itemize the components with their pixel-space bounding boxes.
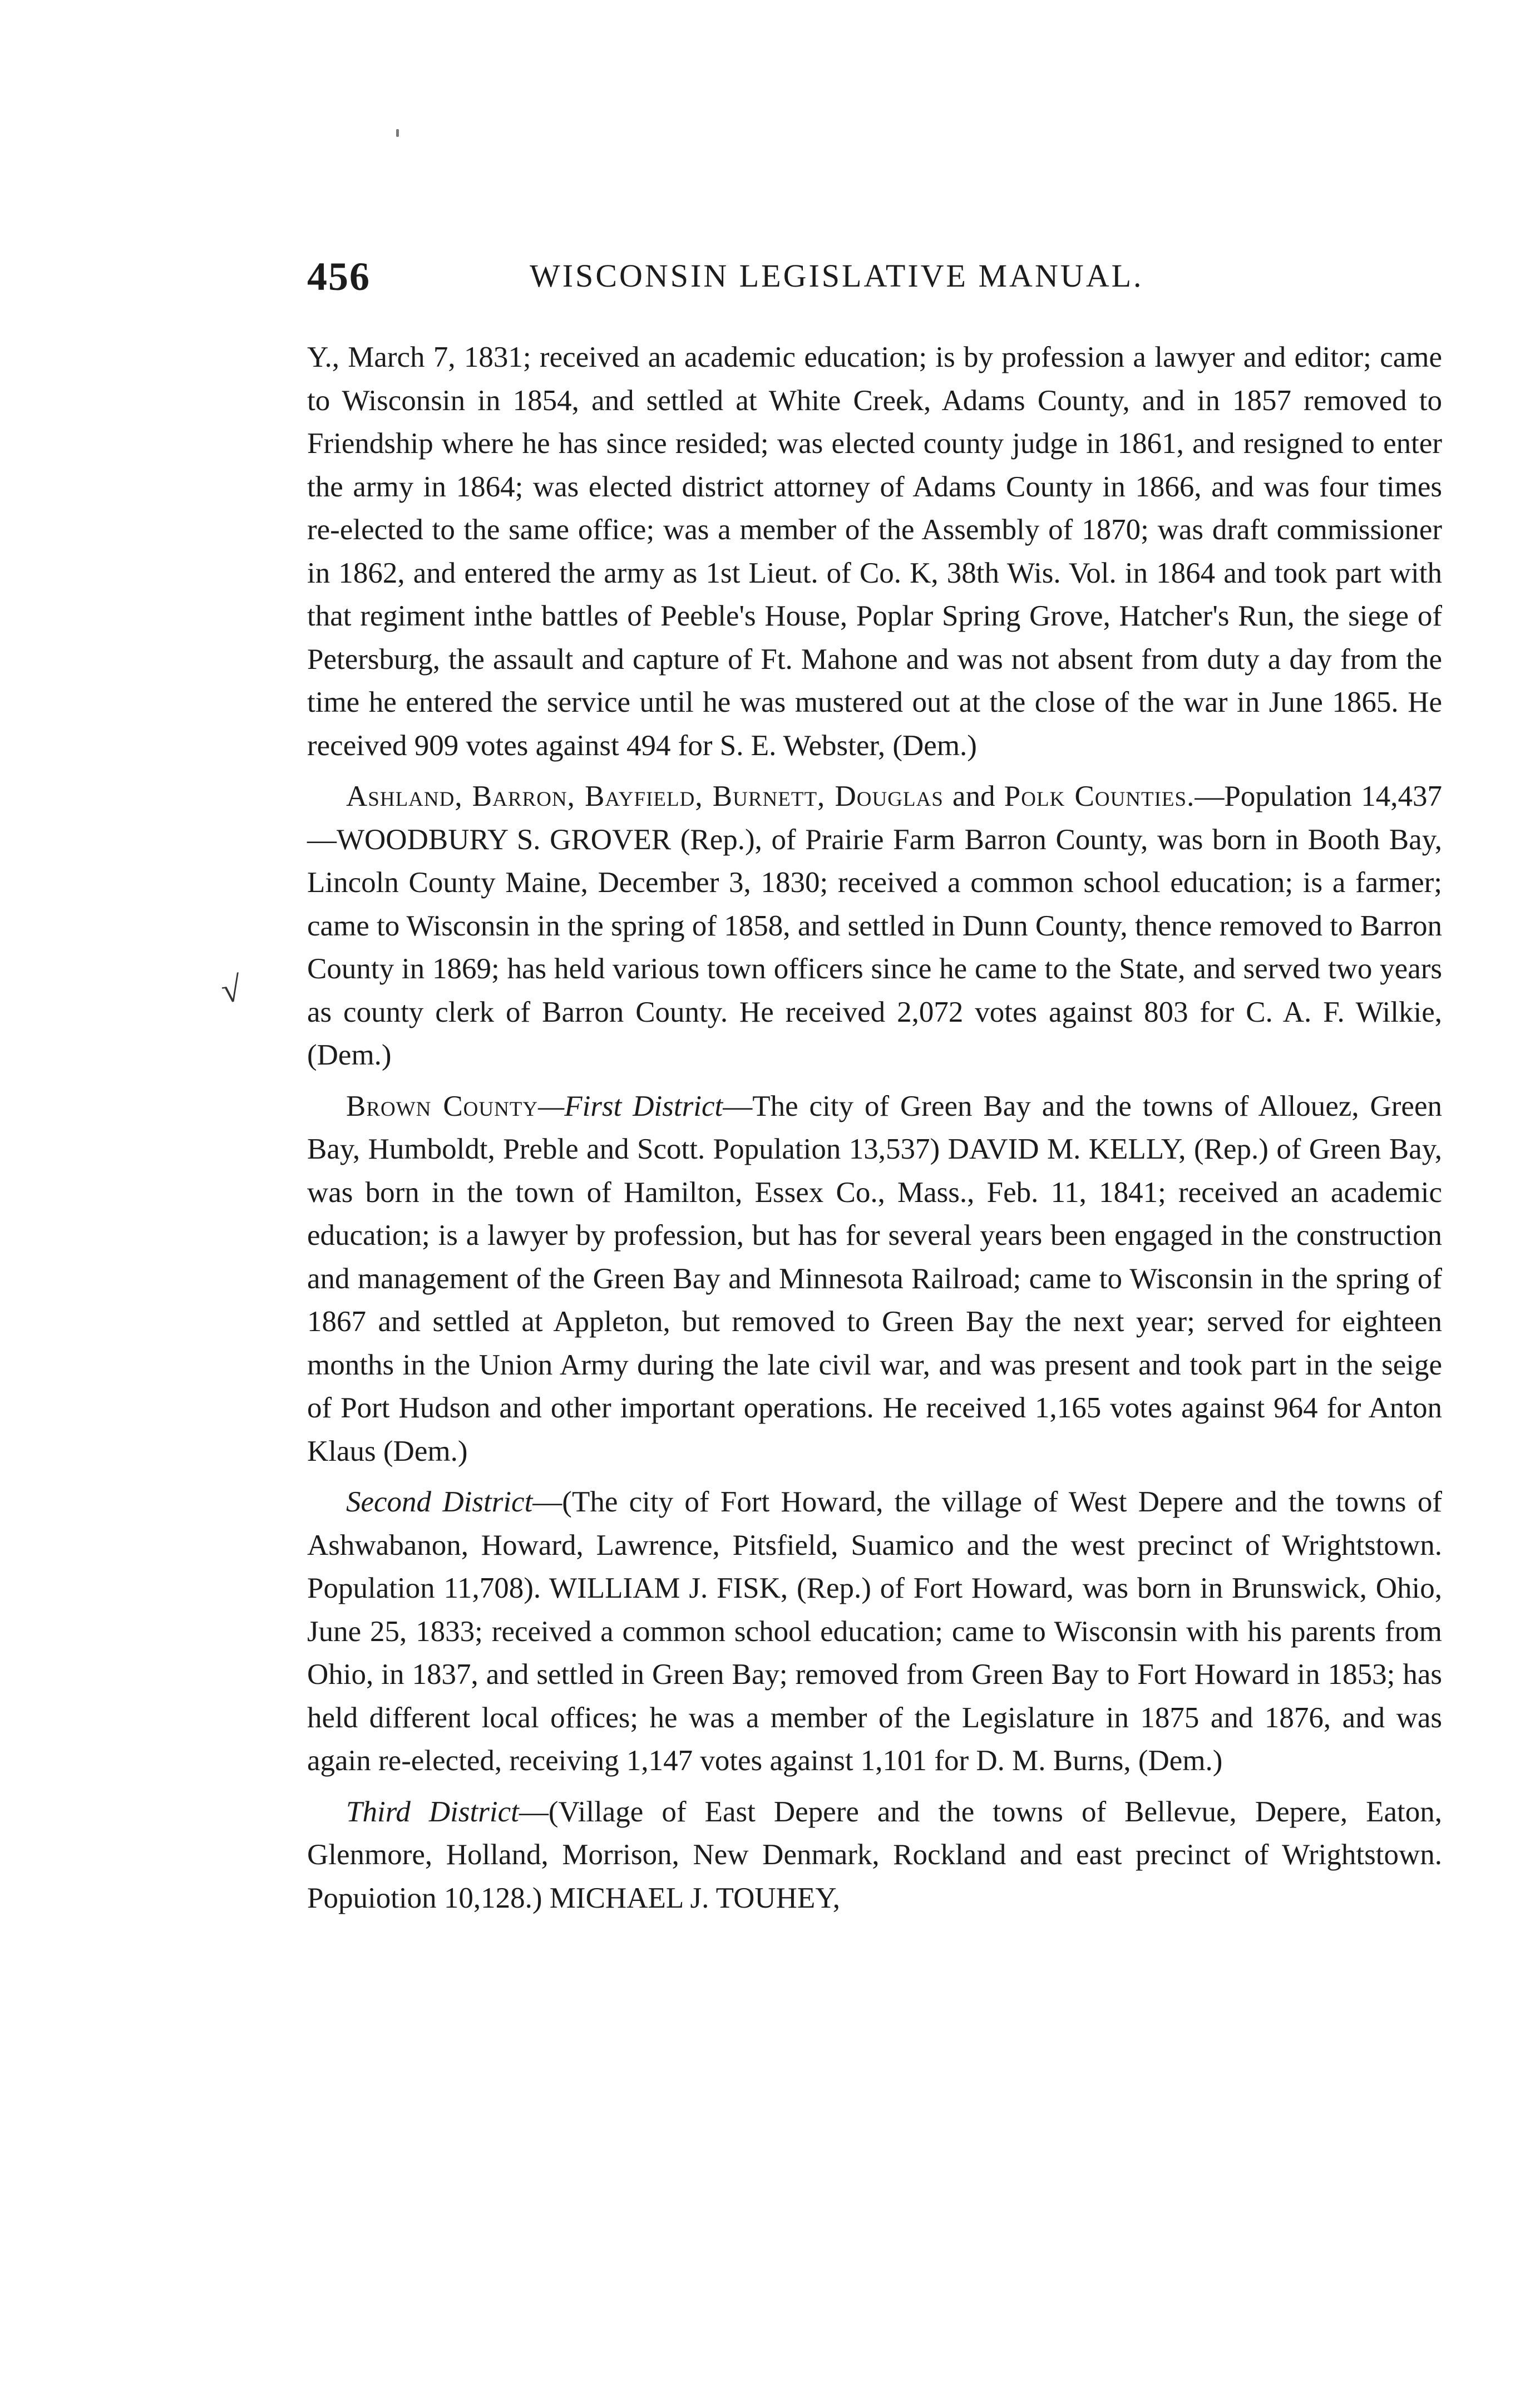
district-subheading: Third District xyxy=(346,1795,519,1828)
county-heading: Brown County xyxy=(346,1090,539,1122)
district-heading: Ashland, Barron, Bayfield, Burnett, Douglas xyxy=(346,780,944,812)
paragraph-brown-first-district xyxy=(307,1085,1442,1474)
running-title: WISCONSIN LEGISLATIVE MANUAL. xyxy=(530,258,1144,294)
district-heading-last: Polk Counties. xyxy=(1004,780,1195,812)
district-subheading: Second District xyxy=(346,1486,533,1518)
district-subheading: —First District xyxy=(538,1090,723,1122)
paragraph-brown-second-district xyxy=(307,1481,1442,1783)
paragraph-text: —The city of Green Bay and the towns of Allouez, Green Bay, Humboldt, Preble and Scott. Population 13,537) DAVID M. KELLY, (Rep.) of Green Bay, was born in the town of Hamilton, Essex Co., Mass., Feb. 11, 1841; received an academic education; is a lawyer by profession, but has for several years been engaged in the construction and management of the Green Bay and Minnesota Railroad; came to Wisconsin in the spring of 1867 and settled at Appleton, but removed to Green Bay the next year; served for eighteen months in the Union Army during the late civil war, and was present and took part in the seige of Port Hudson and other important operations. He received 1,165 votes against 964 for Anton Klaus (Dem.) xyxy=(307,1090,1442,1467)
scan-speck xyxy=(396,129,399,137)
district-heading-join: and xyxy=(943,780,1004,812)
paragraph-text: —Population 14,437—WOODBURY S. GROVER (Rep.), of Prairie Farm Barron County, was born in Booth Bay, Lincoln County Maine, December 3, 1830; received a common school education; is a farmer; came to Wisconsin in the spring of 1858, and settled in Dunn County, thence removed to Barron County in 1869; has held various town officers since he came to the State, and served two years as county clerk of Barron County. He received 2,072 votes against 803 for C. A. F. Wilkie, (Dem.) xyxy=(307,780,1443,1071)
paragraph-ashland-district xyxy=(307,775,1442,1077)
paragraph-text: —(The city of Fort Howard, the village of West Depere and the towns of Ashwabanon, Howard, Lawrence, Pitsfield, Suamico and the west precinct of Wrightstown. Population 11,708). WILLIAM J. FISK, (Rep.) of Fort Howard, was born in Brunswick, Ohio, June 25, 1833; received a common school education; came to Wisconsin with his parents from Ohio, in 1837, and settled in Green Bay; removed from Green Bay to Fort Howard in 1853; has held different local offices; he was a member of the Legislature in 1875 and 1876, and was again re-elected, receiving 1,147 votes against 1,101 for D. M. Burns, (Dem.) xyxy=(307,1486,1442,1777)
page-header xyxy=(307,254,1253,304)
paragraph-text: —(Village of East Depere and the towns of Bellevue, Depere, Eaton, Glenmore, Holland, Morrison, New Denmark, Rockland and east precinct of Wrightstown. Popuiotion 10,128.) MICHAEL J. TOUHEY, xyxy=(307,1795,1442,1914)
paragraph-continued-biography xyxy=(307,336,1442,767)
paragraph-text: Y., March 7, 1831; received an academic education; is by profession a lawyer and editor; came to Wisconsin in 1854, and settled at White Creek, Adams County, and in 1857 removed to Friendship where he has since resided; was elected county judge in 1861, and resigned to enter the army in 1864; was elected district attorney of Adams County in 1866, and was four times re-elected to the same office; was a member of the Assembly of 1870; was draft commissioner in 1862, and entered the army as 1st Lieut. of Co. K, 38th Wis. Vol. in 1864 and took part with that regiment inthe battles of Peeble's House, Poplar Spring Grove, Hatcher's Run, the siege of Petersburg, the assault and capture of Ft. Mahone and was not absent from duty a day from the time he entered the service until he was mustered out at the close of the war in June 1865. He received 909 votes against 494 for S. E. Webster, (Dem.) xyxy=(307,341,1442,762)
paragraph-brown-third-district xyxy=(307,1791,1442,1920)
page-number: 456 xyxy=(307,254,371,299)
body-text xyxy=(307,336,1442,1920)
margin-check-mark: √ xyxy=(219,968,244,1011)
